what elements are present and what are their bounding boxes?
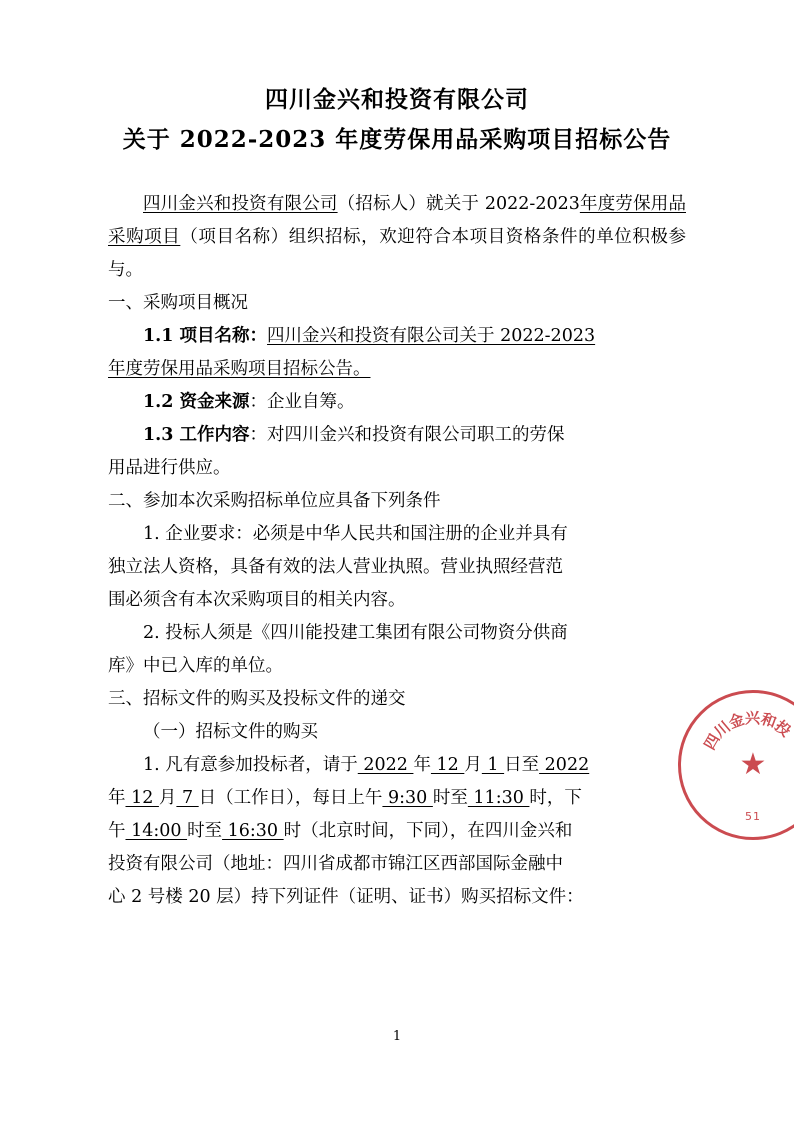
- item-1-1-continued: [108, 353, 686, 386]
- item-1-2-label: 1.2 资金来源: [143, 392, 250, 412]
- section-3-item-1-line-5: 心 2 号楼 20 层）持下列证件（证明、证书）购买招标文件：: [108, 887, 584, 907]
- section-2-item-1-line-3: 围必须含有本次采购项目的相关内容。: [108, 590, 406, 610]
- s3-t3: 日至: [504, 755, 540, 775]
- item-1-3-label: 1.3 工作内容: [143, 425, 250, 445]
- intro-text-1: （招标人）就关于 2022-2023: [337, 194, 580, 214]
- section-3-subheading: （一）招标文件的购买: [143, 722, 318, 742]
- seal-char-6: 投: [771, 716, 794, 741]
- s3-l3-a: 午: [108, 821, 126, 841]
- s3-time-am-start: 9:30: [382, 788, 433, 808]
- s3-l2-e: 时，下: [529, 788, 582, 808]
- s3-t1: 年: [413, 755, 431, 775]
- s3-l2-b: 月: [158, 788, 177, 808]
- section-3-item-1-line-2: [108, 782, 686, 815]
- seal-char-4: 兴: [745, 709, 761, 727]
- s3-t2: 月: [464, 755, 482, 775]
- section-2-item-1-line-2: 独立法人资格，具备有效的法人营业执照。营业执照经营范: [108, 557, 563, 577]
- item-1-3-continued: 用品进行供应。: [108, 458, 231, 478]
- s3-time-am-end: 11:30: [467, 788, 530, 808]
- item-1-1-value-line-2: 年度劳保用品采购项目招标公告。: [108, 359, 371, 379]
- intro-company-name: 四川金兴和投资有限公司: [143, 194, 338, 214]
- intro-paragraph: [108, 188, 686, 287]
- s3-date-year-start: 2022: [357, 755, 414, 775]
- intro-project-name: 年度劳保用品采购项目: [108, 194, 686, 247]
- s3-l2-a: 年: [108, 788, 126, 808]
- page-number: 1: [392, 1029, 402, 1044]
- seal-star-icon: ★: [739, 747, 767, 782]
- s3-pre: 1. 凡有意参加投标者，请于: [143, 755, 358, 775]
- section-2-item-1-line-1: 1. 企业要求：必须是中华人民共和国注册的企业并具有: [143, 524, 568, 544]
- s3-date-day-start: 1: [481, 755, 505, 775]
- section-2-item-2-line-1: 2. 投标人须是《四川能投建工集团有限公司物资分供商: [143, 623, 568, 643]
- page-title: [108, 80, 686, 160]
- item-1-1: [108, 320, 686, 353]
- seal-bottom-text: 51: [745, 810, 761, 823]
- item-1-2: [108, 386, 686, 419]
- section-3-item-1-line-3: [108, 815, 686, 848]
- section-2-item-2-line-2: 库》中已入库的单位。: [108, 656, 283, 676]
- company-seal-stamp: [678, 690, 794, 840]
- s3-date-year-end: 2022: [539, 755, 590, 775]
- seal-char-1: 四: [700, 730, 724, 753]
- section-3-heading: 三、招标文件的购买及投标文件的递交: [108, 689, 406, 709]
- s3-l3-c: 时（北京时间，下同），在四川金兴和: [283, 821, 573, 841]
- s3-time-pm-start: 14:00: [125, 821, 188, 841]
- s3-date-day-end: 7: [176, 788, 199, 808]
- document-body: [108, 188, 686, 914]
- item-1-3-value: ：对四川金兴和投资有限公司职工的劳保: [249, 425, 565, 445]
- seal-char-5: 和: [758, 709, 779, 732]
- seal-char-2: 川: [710, 717, 734, 742]
- s3-l2-d: 时至: [432, 788, 468, 808]
- seal-ring-text: [681, 693, 794, 837]
- s3-l3-b: 时至: [187, 821, 223, 841]
- item-1-3: [108, 419, 686, 452]
- s3-l2-c: 日（工作日），每日上午: [198, 788, 383, 808]
- title-line-1: 四川金兴和投资有限公司: [265, 86, 529, 113]
- seal-char-3: 金: [726, 709, 747, 733]
- item-1-1-label: 1.1 项目名称: [143, 326, 250, 346]
- section-3-item-1-line-1: [108, 749, 686, 782]
- intro-text-2: （项目名称）组织招标，欢迎符合本: [180, 227, 470, 247]
- section-1-heading: 一、采购项目概况: [108, 293, 248, 313]
- item-1-1-colon: ：: [249, 326, 268, 346]
- s3-date-month-end: 12: [125, 788, 159, 808]
- s3-date-month-start: 12: [430, 755, 465, 775]
- title-line-2: 关于 2022-2023 年度劳保用品采购项目招标公告: [122, 126, 672, 153]
- section-3-item-1-line-4: 投资有限公司（地址：四川省成都市锦江区西部国际金融中: [108, 854, 563, 874]
- item-1-1-value-line-1: 四川金兴和投资有限公司关于 2022-2023: [267, 326, 596, 346]
- intro-text-3: 项目资格条件的单位积极参与。: [108, 227, 687, 280]
- s3-time-pm-end: 16:30: [222, 821, 284, 841]
- section-2-heading: 二、参加本次采购招标单位应具备下列条件: [108, 491, 441, 511]
- item-1-2-value: ：企业自筹。: [249, 392, 355, 412]
